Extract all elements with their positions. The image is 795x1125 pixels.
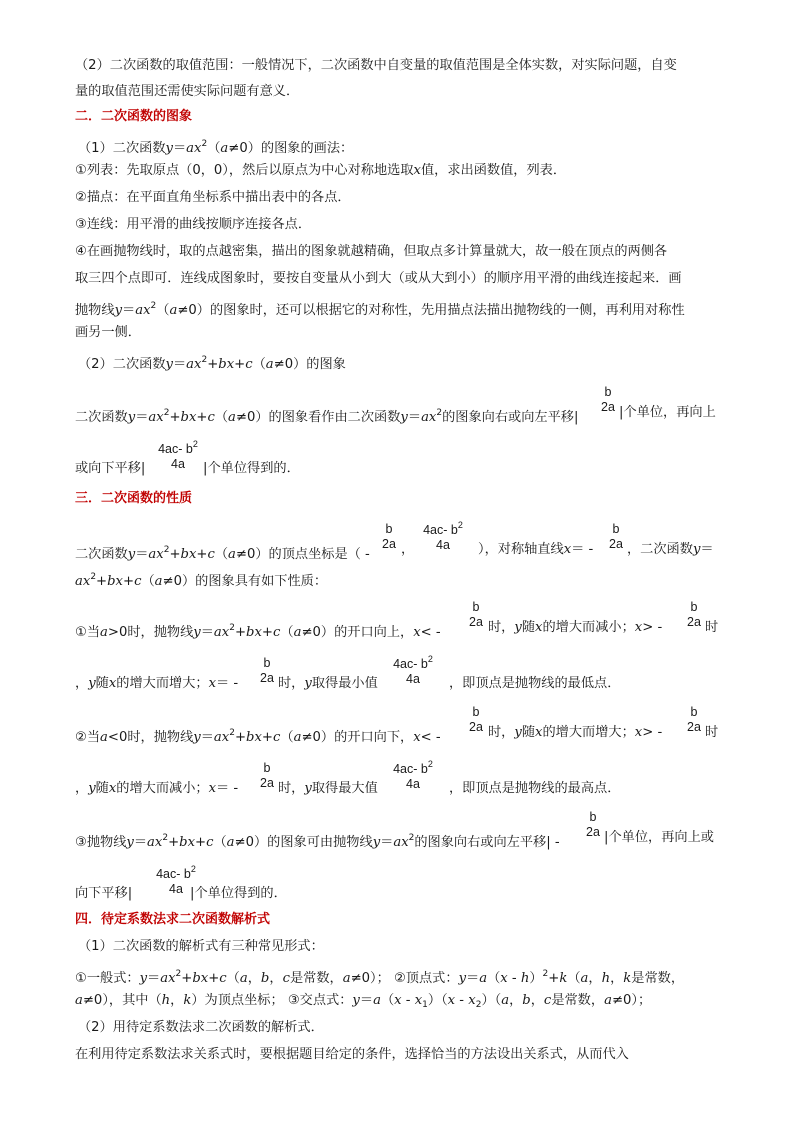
fraction-vertex-x: b 2a — [382, 522, 396, 551]
graph-step-list: ①列表：先取原点（0，0），然后以原点为中心对称地选取x值，求出函数值，列表． — [75, 163, 567, 178]
translation-line1: 二次函数$y=ax^2+bx+c(a\ne 0)$的图象看作由二次函数$y=ax^2$的图象向右或向左平移| — [75, 408, 579, 425]
properties-intro: $ax^2+bx+c(a\ne 0)$的图象具有如下性质： — [75, 572, 328, 589]
method-text: 在利用待定系数法求关系式时，要根据题目给定的条件，选择恰当的方法设出关系式，从而代入 — [75, 1047, 629, 1062]
section-heading-properties: 三．二次函数的性质 — [75, 491, 193, 506]
para-domain-line2: 量的取值范围还需使实际问题有意义． — [75, 84, 300, 99]
property-a-positive-min: 时，y取得最小值 — [278, 676, 378, 691]
property-a-positive-line2: ，y随x的增大而增大；x＝ - — [75, 676, 239, 691]
para-domain-line1: （2）二次函数的取值范围：一般情况下，二次函数中自变量的取值范围是全体实数，对实际问题，自变 — [75, 58, 677, 73]
translation-line1-end: |个单位，再向上 — [619, 405, 716, 420]
fraction-p2-x1: b 2a — [469, 705, 483, 734]
graph-note-line2: 取三四个点即可．连线成图象时，要按自变量从小到大（或从大到小）的顺序用平滑的曲线连接起来．画 — [75, 271, 682, 286]
translation-line2-end: |个单位得到的． — [203, 461, 300, 476]
vertex-line-start: 二次函数$y=ax^2+bx+c(a\ne 0)$的顶点坐标是（ - — [75, 545, 370, 562]
graph-item1-title: （1）二次函数$y=ax^2(a\ne 0)$的图象的画法： — [78, 139, 354, 156]
fraction-p1-x2: b 2a — [687, 600, 701, 629]
property-shift-line2-start: 向下平移| — [75, 886, 133, 901]
forms-title: （1）二次函数的解析式有三种常见形式： — [78, 939, 324, 954]
graph-note-line3: 抛物线$y=ax^2(a\ne 0)$的图象时，还可以根据它的对称性，先用描点法描出抛物线的一侧，再利用对称性 — [75, 301, 685, 318]
graph-step-connect: ③连线：用平滑的曲线按顺序连接各点． — [75, 217, 312, 232]
fraction-4ac-b2-over-4a: 4ac- $b^2$ 4a — [158, 439, 198, 471]
property-a-positive-end: 时 — [705, 620, 719, 635]
fraction-shift-x: b 2a — [586, 810, 600, 839]
graph-step-plot: ②描点：在平面直角坐标系中描出表中的各点． — [75, 190, 351, 205]
forms-line1: ①一般式：$y=ax^2+bx+c(a$，b，c是常数，a≠0）； ②顶点式：y＝a（x - h）$^2$+k（a，h，k是常数， — [75, 969, 685, 986]
vertex-line-end: ，二次函数y＝ — [627, 542, 714, 557]
fraction-p1-x3: b 2a — [260, 656, 274, 685]
property-a-positive-lowest: ，即顶点是抛物线的最低点． — [449, 676, 621, 691]
property-a-positive-mid: 时，y随x的增大而减小；x> - — [488, 620, 663, 635]
vertex-comma: ， — [401, 542, 415, 557]
graph-note-line1: ④在画抛物线时，取的点越密集，描出的图象就越精确，但取点多计算量就大，故一般在顶点的两侧各 — [75, 244, 668, 259]
fraction-shift-y: 4ac- $b^2$ 4a — [156, 864, 196, 896]
property-shift-line2-end: |个单位得到的． — [190, 886, 287, 901]
property-shift-line1: ③抛物线$y=ax^2+bx+c(a\ne 0)$的图象可由抛物线$y=ax^2$的图象向右或向左平移| - — [75, 833, 560, 850]
property-a-negative-end: 时 — [705, 725, 719, 740]
property-shift-line1-end: |个单位，再向上或 — [604, 830, 714, 845]
fraction-p2-x2: b 2a — [687, 705, 701, 734]
fraction-b-over-2a: b 2a — [601, 385, 615, 414]
fraction-min-value: 4ac- $b^2$ 4a — [393, 654, 433, 686]
fraction-p2-x3: b 2a — [260, 761, 274, 790]
fraction-max-value: 4ac- $b^2$ 4a — [393, 759, 433, 791]
property-a-negative-line2: ，y随x的增大而减小；x＝ - — [75, 781, 239, 796]
axis-of-symmetry-text: ），对称轴直线x＝ - — [478, 542, 594, 557]
property-a-negative-max: 时，y取得最大值 — [278, 781, 378, 796]
fraction-vertex-y: 4ac- $b^2$ 4a — [423, 520, 463, 552]
property-a-negative-mid: 时，y随x的增大而增大；x> - — [488, 725, 663, 740]
translation-line2-start: 或向下平移| — [75, 461, 146, 476]
fraction-p1-x1: b 2a — [469, 600, 483, 629]
graph-note-line4: 画另一侧． — [75, 325, 141, 340]
method-title: （2）用待定系数法求二次函数的解析式． — [78, 1020, 324, 1035]
property-a-negative-highest: ，即顶点是抛物线的最高点． — [449, 781, 621, 796]
property-a-negative-line1: ②当a<0时，抛物线$y=ax^2+bx+c(a\ne 0)$的开口向下，x< - — [75, 728, 441, 745]
fraction-axis: b 2a — [609, 522, 623, 551]
section-heading-graph: 二．二次函数的图象 — [75, 109, 193, 124]
property-a-positive-line1: ①当a>0时，抛物线$y=ax^2+bx+c(a\ne 0)$的开口向上，x< - — [75, 623, 441, 640]
graph-item2-title: （2）二次函数$y=ax^2+bx+c(a\ne 0)$的图象 — [78, 355, 346, 372]
section-heading-undetermined-coefficients: 四．待定系数法求二次函数解析式 — [75, 912, 271, 927]
forms-line2: a≠0），其中（h，k）为顶点坐标； ③交点式：$y=a(x - x_1)(x - x_2)(a$，b，c是常数，a≠0）； — [75, 993, 652, 1010]
